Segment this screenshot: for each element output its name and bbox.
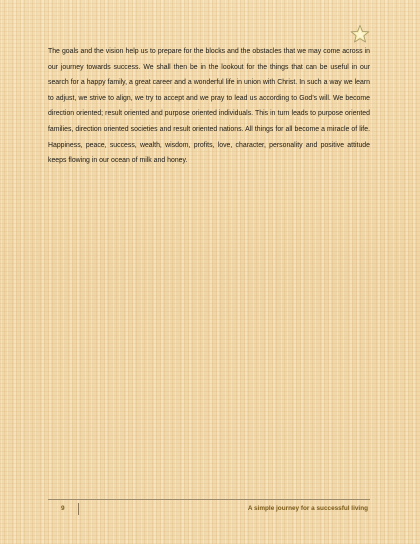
page-number: 9 bbox=[61, 505, 65, 512]
star-icon bbox=[350, 24, 370, 44]
page-number-divider bbox=[78, 503, 79, 515]
footer-divider bbox=[48, 499, 370, 500]
page-footer bbox=[48, 502, 370, 516]
footer-book-title: A simple journey for a successful living bbox=[247, 505, 368, 512]
body-paragraph: The goals and the vision help us to prepare for the blocks and the obstacles that we may come across in our journey towards success. We shall then be in the lookout for the things that can be useful in our search for a happy family, a great career and a wonderful life in union with Christ. In such a way we learn to adjust, we strive to align, we try to accept and we pray to lead us according to God’s will. We become direction oriented; result oriented and purpose oriented individuals. This in turn leads to purpose oriented families, direction oriented societies and result oriented nations. All things for all become a miracle of life. Happiness, peace, success, wealth, wisdom, profits, love, character, personality and positive attitude keeps flowing in our ocean of milk and honey. bbox=[48, 48, 370, 165]
